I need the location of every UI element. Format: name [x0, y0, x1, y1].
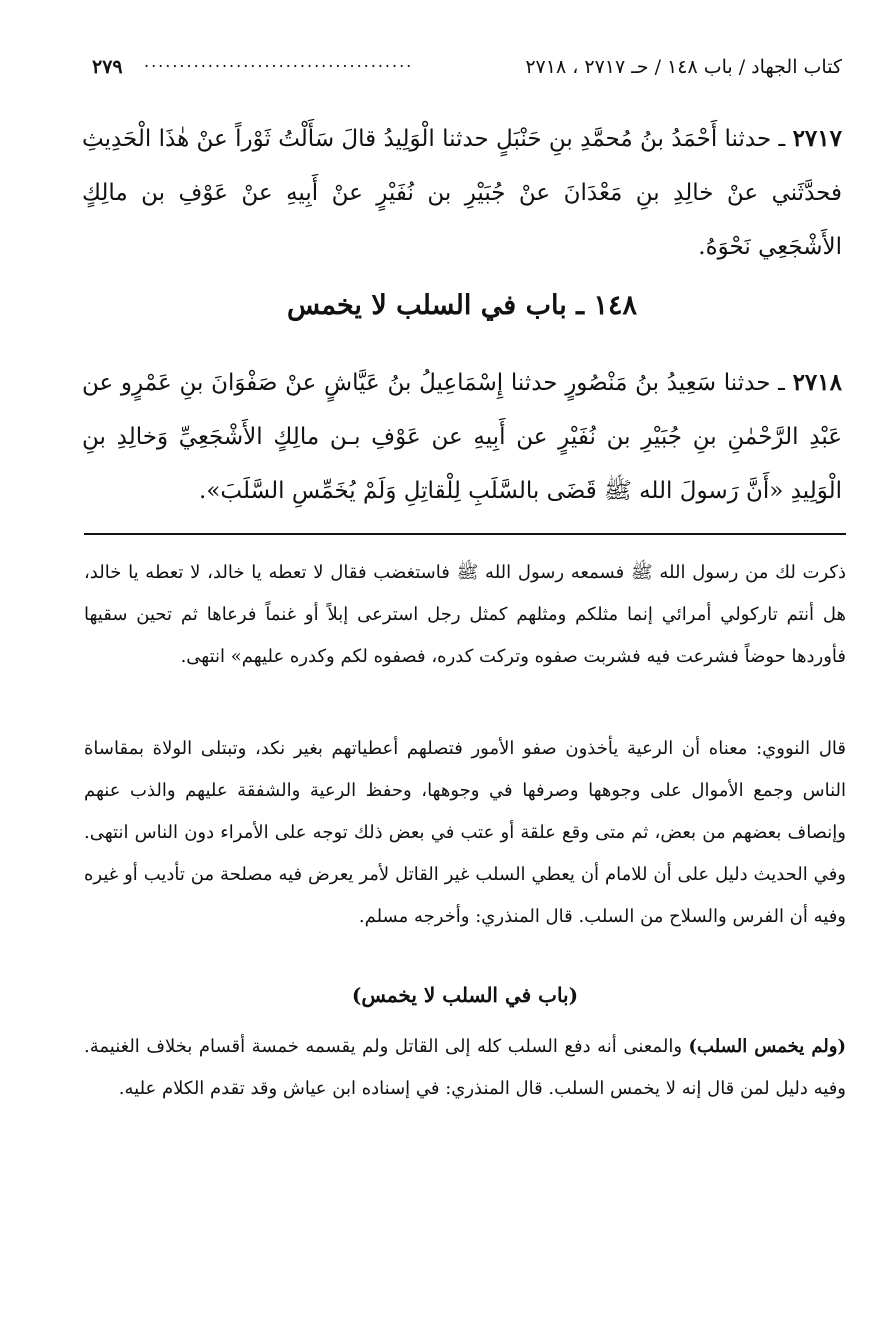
hadith-number: ٢٧١٧ — [792, 125, 842, 152]
commentary-lemma: (ولم يخمس السلب) — [688, 1036, 846, 1057]
dot-leader: ...................................... — [144, 52, 414, 71]
commentary-text: والمعنى أنه دفع السلب كله إلى القاتل ولم يقسمه خمسة أقسام بخلاف الغنيمة. وفيه دليل لمن قال إنه لا يخمس السلب. قال المنذري: في إسناده ابن عياش وقد تقدم الكلام عليه. — [84, 1036, 846, 1099]
footnote-divider — [84, 533, 846, 535]
hadith-text: ـ حدثنا أَحْمَدُ بنُ مُحمَّدِ بنِ حَنْبَلٍ حدثنا الْوَلِيدُ قالَ سَأَلْتُ ثَوْراً عنْ هٰذَا الْحَدِيثِ فحدَّثَني عنْ خالِدِ بنِ مَعْدَانَ عنْ جُبَيْرِ بن نُفَيْرٍ عنْ أَبِيهِ عنْ عَوْفِ بن مالِكٍ الأَشْجَعِي نَحْوَهُ. — [82, 126, 842, 260]
commentary-paragraph: قال النووي: معناه أن الرعية يأخذون صفو الأمور فتصلهم أعطياتهم بغير نكد، وتبتلى الولاة بمقاساة الناس وجمع الأموال على وجوهها وصرفها في وجوهها، وحفظ الرعية والشفقة عليهم والذب عنهم وإنصاف بعضهم من بعض، ثم متى وقع علقة أو عتب في بعض ذلك توجه على الأمراء دون الناس انتهى. وفي الحديث دليل على أن للامام أن يعطي السلب غير القاتل لأمر يعرض فيه مصلحة من تأديب أو غيره وفيه أن الفرس والسلاح من السلب. قال المنذري: وأخرجه مسلم. — [84, 738, 846, 927]
commentary-paragraph — [84, 1026, 846, 1110]
page-number: ٢٧٩ — [92, 56, 123, 78]
commentary-paragraph: ذكرت لك من رسول الله ﷺ فسمعه رسول الله ﷺ فاستغضب فقال لا تعطه يا خالد، لا تعطه يا خالد، هل أنتم تاركولي أمرائي إنما مثلكم ومثلهم كمثل رجل استرعى إبلاً أو غنماً فرعاها ثم تحين سقيها فأوردها حوضاً فشرعت فيه فشربت صفوه وتركت كدره، فصفوه لكم وكدره عليهم» انتهى. — [84, 562, 846, 667]
hadith-2718 — [82, 356, 842, 518]
hadith-2717 — [82, 112, 842, 274]
chapter-heading: ١٤٨ ـ باب في السلب لا يخمس — [286, 290, 638, 321]
hadith-text: ـ حدثنا سَعِيدُ بنُ مَنْصُورٍ حدثنا إِسْمَاعِيلُ بنُ عَيَّاشٍ عنْ صَفْوَانَ بنِ عَمْرٍو عن عَبْدِ الرَّحْمٰنِ بنِ جُبَيْرِ بن نُفَيْرٍ عن أَبِيهِ عن عَوْفِ بـن مالِكٍ الأَشْجَعِيِّ وَخالِدِ بنِ الْوَلِيدِ «أَنَّ رَسولَ الله ﷺ قَضَى بالسَّلَبِ لِلْقاتِلِ وَلَمْ يُخَمِّسِ السَّلَبَ». — [82, 370, 842, 504]
running-header — [92, 52, 842, 88]
hadith-number: ٢٧١٨ — [792, 369, 842, 396]
running-title: كتاب الجهاد / باب ١٤٨ / حـ ٢٧١٧ ، ٢٧١٨ — [525, 56, 842, 78]
commentary-sub-heading: (باب في السلب لا يخمس) — [351, 983, 579, 1007]
